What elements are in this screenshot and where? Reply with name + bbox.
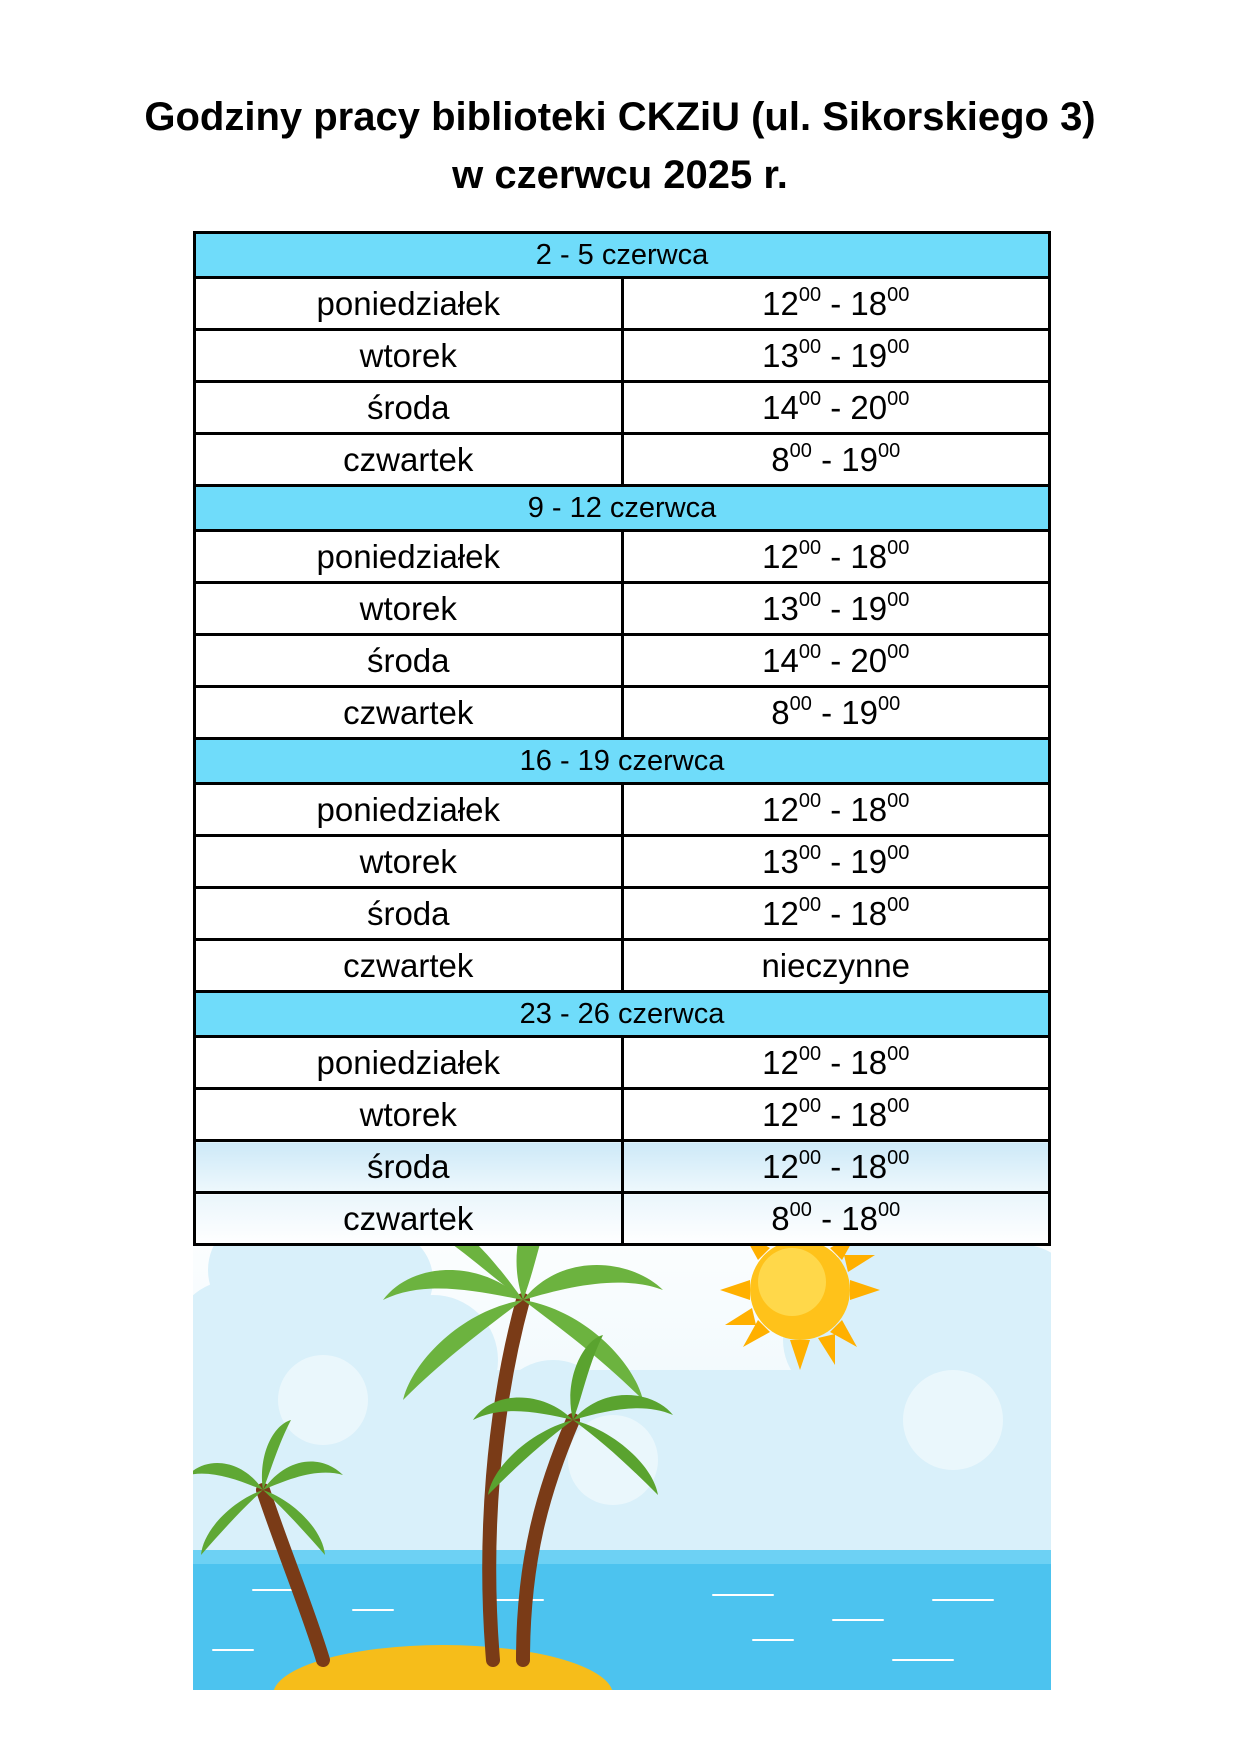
day-row bbox=[195, 382, 1050, 434]
hour-to: 18 bbox=[850, 1095, 888, 1133]
hour-from: 14 bbox=[762, 388, 799, 426]
opening-hours bbox=[622, 687, 1050, 739]
opening-hours bbox=[622, 1193, 1050, 1245]
hour-from: 12 bbox=[762, 1043, 799, 1081]
opening-hours bbox=[622, 382, 1050, 434]
opening-hours bbox=[622, 1037, 1050, 1089]
hour-to: 18 bbox=[850, 284, 888, 322]
day-name: środa bbox=[195, 635, 623, 687]
minutes-from: 00 bbox=[798, 387, 822, 410]
opening-hours bbox=[622, 583, 1050, 635]
opening-hours-table bbox=[193, 231, 1051, 1246]
hour-to: 18 bbox=[850, 894, 888, 932]
hour-from: 13 bbox=[762, 842, 799, 880]
hour-separator: - bbox=[811, 440, 842, 478]
hour-to: 18 bbox=[850, 790, 888, 828]
hour-from: 12 bbox=[762, 284, 799, 322]
minutes-to: 00 bbox=[887, 640, 910, 663]
opening-hours bbox=[622, 888, 1050, 940]
minutes-from: 00 bbox=[789, 1198, 812, 1221]
opening-hours bbox=[622, 434, 1050, 486]
day-name: poniedziałek bbox=[195, 784, 623, 836]
hour-from: 13 bbox=[762, 336, 799, 374]
day-name: środa bbox=[195, 382, 623, 434]
minutes-from: 00 bbox=[789, 692, 812, 715]
hour-separator: - bbox=[821, 336, 851, 374]
minutes-from: 00 bbox=[798, 335, 822, 358]
minutes-to: 00 bbox=[887, 335, 910, 358]
hour-separator: - bbox=[821, 589, 851, 627]
hour-separator: - bbox=[821, 641, 851, 679]
page-title bbox=[0, 88, 1240, 204]
day-row bbox=[195, 940, 1050, 992]
hour-to: 20 bbox=[850, 388, 888, 426]
minutes-from: 00 bbox=[798, 1094, 822, 1117]
hour-to: 19 bbox=[841, 440, 878, 478]
day-row bbox=[195, 687, 1050, 739]
hour-separator: - bbox=[821, 842, 851, 880]
day-row bbox=[195, 1037, 1050, 1089]
opening-hours bbox=[622, 1141, 1050, 1193]
minutes-from: 00 bbox=[798, 283, 822, 306]
minutes-to: 00 bbox=[887, 1146, 910, 1169]
week-header-row bbox=[195, 739, 1050, 784]
week-label: 23 - 26 czerwca bbox=[195, 992, 1050, 1037]
opening-hours bbox=[622, 784, 1050, 836]
hour-from: 12 bbox=[762, 1095, 799, 1133]
day-name: czwartek bbox=[195, 687, 623, 739]
minutes-from: 00 bbox=[798, 640, 822, 663]
opening-hours bbox=[622, 330, 1050, 382]
opening-hours bbox=[622, 531, 1050, 583]
minutes-to: 00 bbox=[877, 692, 901, 715]
week-label: 2 - 5 czerwca bbox=[195, 233, 1050, 278]
minutes-to: 00 bbox=[887, 387, 910, 410]
day-name: poniedziałek bbox=[195, 1037, 623, 1089]
week-label: 16 - 19 czerwca bbox=[195, 739, 1050, 784]
hour-from: 12 bbox=[762, 894, 799, 932]
day-row bbox=[195, 888, 1050, 940]
day-row bbox=[195, 635, 1050, 687]
minutes-to: 00 bbox=[887, 893, 910, 916]
day-row bbox=[195, 836, 1050, 888]
week-header-row bbox=[195, 486, 1050, 531]
minutes-from: 00 bbox=[798, 588, 822, 611]
opening-hours bbox=[622, 635, 1050, 687]
hour-separator: - bbox=[821, 1095, 851, 1133]
closed-label: nieczynne bbox=[761, 946, 911, 984]
hour-from: 8 bbox=[771, 440, 790, 478]
day-row bbox=[195, 278, 1050, 330]
day-row bbox=[195, 583, 1050, 635]
hour-to: 19 bbox=[841, 693, 878, 731]
hour-to: 19 bbox=[850, 589, 888, 627]
opening-hours bbox=[622, 1089, 1050, 1141]
minutes-from: 00 bbox=[798, 789, 822, 812]
hour-separator: - bbox=[821, 1043, 851, 1081]
day-row bbox=[195, 434, 1050, 486]
minutes-from: 00 bbox=[798, 536, 822, 559]
hour-to: 18 bbox=[850, 1147, 888, 1185]
week-header-row bbox=[195, 992, 1050, 1037]
day-name: czwartek bbox=[195, 940, 623, 992]
opening-hours bbox=[622, 278, 1050, 330]
opening-hours bbox=[622, 940, 1050, 992]
minutes-to: 00 bbox=[887, 283, 910, 306]
day-name: wtorek bbox=[195, 583, 623, 635]
hour-separator: - bbox=[821, 894, 851, 932]
title-line-2: w czerwcu 2025 r. bbox=[452, 153, 788, 197]
day-name: poniedziałek bbox=[195, 278, 623, 330]
day-name: środa bbox=[195, 1141, 623, 1193]
minutes-to: 00 bbox=[877, 439, 901, 462]
hour-from: 8 bbox=[771, 693, 790, 731]
minutes-to: 00 bbox=[887, 789, 910, 812]
hour-from: 14 bbox=[762, 641, 799, 679]
hour-from: 12 bbox=[762, 537, 799, 575]
day-name: poniedziałek bbox=[195, 531, 623, 583]
hour-to: 18 bbox=[850, 1043, 888, 1081]
hour-to: 19 bbox=[850, 336, 888, 374]
hour-to: 19 bbox=[850, 842, 888, 880]
day-row bbox=[195, 784, 1050, 836]
minutes-from: 00 bbox=[798, 841, 822, 864]
hour-from: 13 bbox=[762, 589, 799, 627]
day-row bbox=[195, 1141, 1050, 1193]
hour-to: 18 bbox=[850, 537, 888, 575]
hour-separator: - bbox=[811, 693, 842, 731]
beach-illustration bbox=[193, 1190, 1051, 1690]
title-line-1: Godziny pracy biblioteki CKZiU (ul. Sikorskiego 3) bbox=[144, 95, 1096, 139]
minutes-to: 00 bbox=[887, 1094, 910, 1117]
hour-separator: - bbox=[821, 1147, 851, 1185]
hour-from: 8 bbox=[771, 1199, 790, 1237]
minutes-from: 00 bbox=[798, 893, 822, 916]
hour-separator: - bbox=[821, 284, 851, 322]
week-label: 9 - 12 czerwca bbox=[195, 486, 1050, 531]
minutes-to: 00 bbox=[887, 536, 910, 559]
minutes-from: 00 bbox=[798, 1042, 822, 1065]
hour-separator: - bbox=[821, 388, 851, 426]
hour-from: 12 bbox=[762, 790, 799, 828]
day-row bbox=[195, 531, 1050, 583]
day-row bbox=[195, 1089, 1050, 1141]
minutes-to: 00 bbox=[877, 1198, 901, 1221]
hour-separator: - bbox=[811, 1199, 842, 1237]
day-name: wtorek bbox=[195, 1089, 623, 1141]
hour-to: 20 bbox=[850, 641, 888, 679]
minutes-to: 00 bbox=[887, 1042, 910, 1065]
day-row bbox=[195, 330, 1050, 382]
minutes-to: 00 bbox=[887, 588, 910, 611]
day-name: czwartek bbox=[195, 1193, 623, 1245]
day-name: wtorek bbox=[195, 330, 623, 382]
opening-hours bbox=[622, 836, 1050, 888]
day-name: środa bbox=[195, 888, 623, 940]
hour-to: 18 bbox=[841, 1199, 878, 1237]
day-name: czwartek bbox=[195, 434, 623, 486]
hour-separator: - bbox=[821, 790, 851, 828]
hour-separator: - bbox=[821, 537, 851, 575]
week-header-row bbox=[195, 233, 1050, 278]
day-name: wtorek bbox=[195, 836, 623, 888]
day-row bbox=[195, 1193, 1050, 1245]
hour-from: 12 bbox=[762, 1147, 799, 1185]
minutes-from: 00 bbox=[798, 1146, 822, 1169]
minutes-to: 00 bbox=[887, 841, 910, 864]
minutes-from: 00 bbox=[789, 439, 812, 462]
